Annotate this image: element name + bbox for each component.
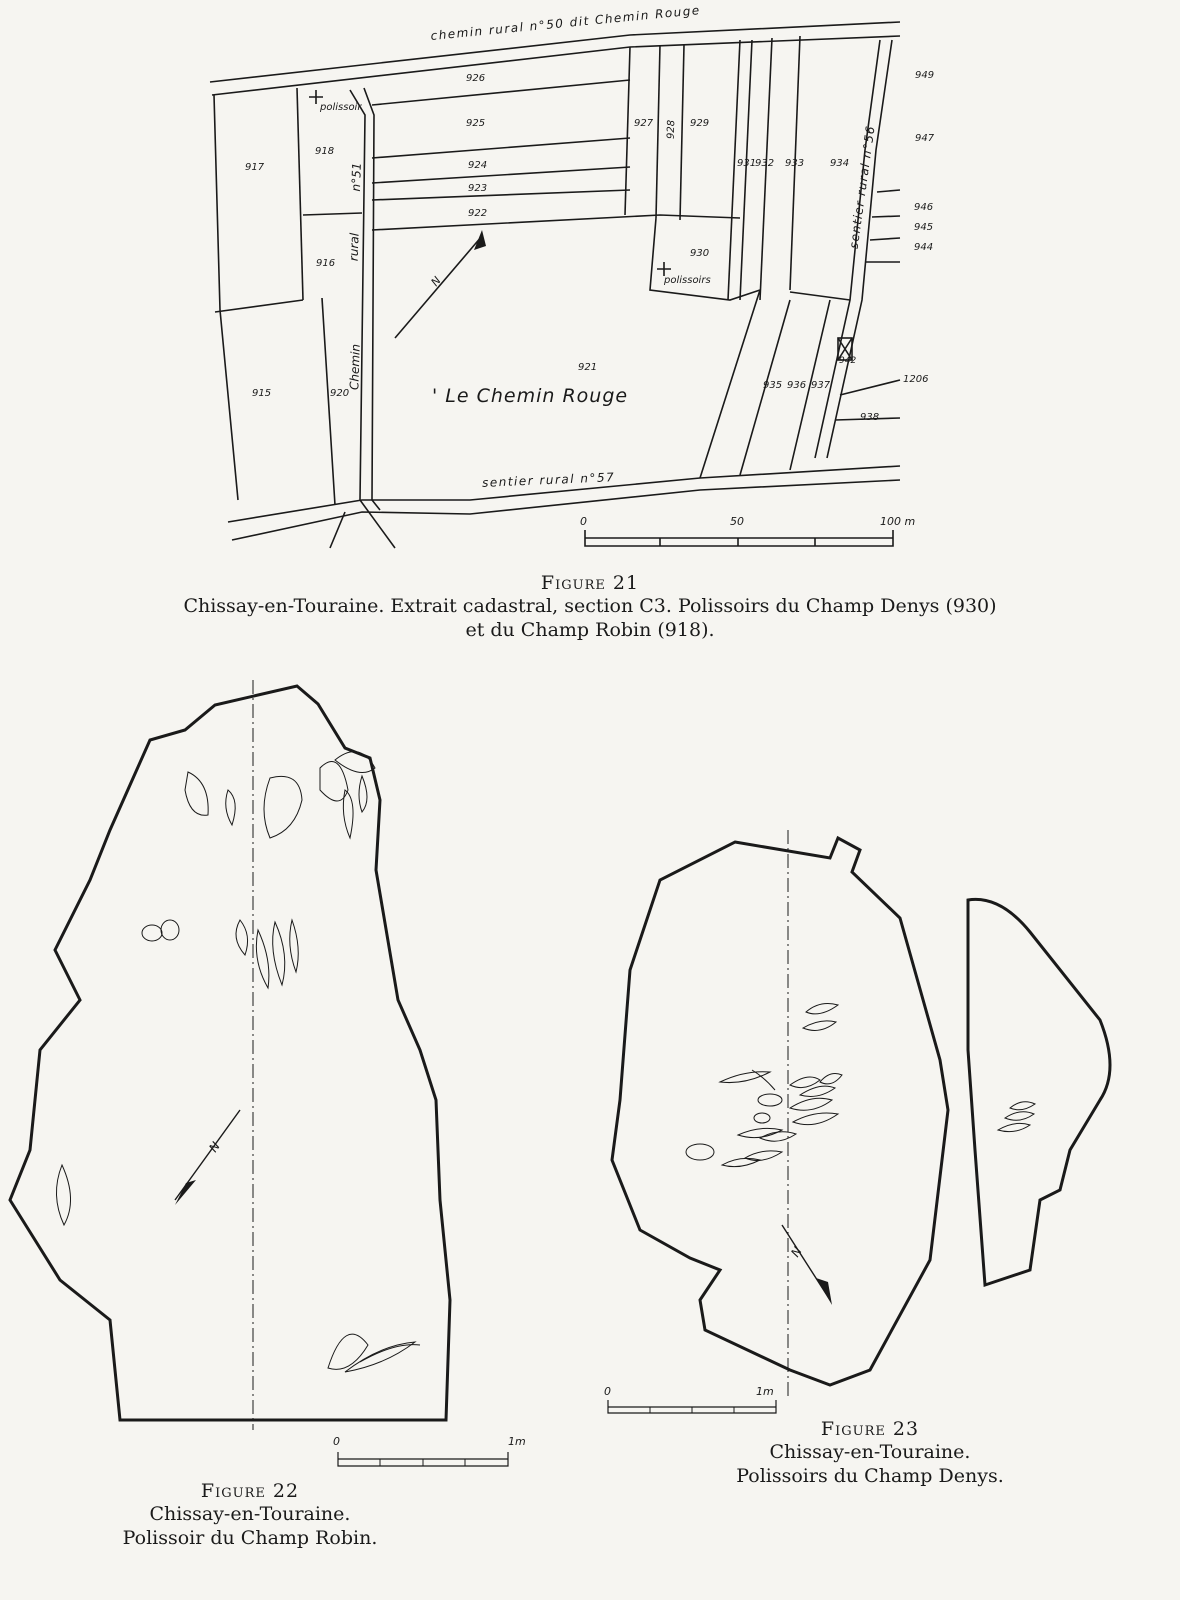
road-label-west-a: Chemin [347, 343, 363, 391]
parcel-947: 947 [915, 133, 935, 144]
parcel-934: 934 [830, 158, 850, 169]
parcel-932: 932 [755, 158, 775, 169]
figure-22-scale-zero: 0 [333, 1435, 340, 1448]
figure-22-number: Figure 22 [200, 1480, 300, 1502]
polissoir-label: polissoir [320, 102, 362, 113]
parcel-920: 920 [330, 388, 350, 399]
place-name: ' Le Chemin Rouge [432, 385, 629, 407]
parcel-931: 931 [737, 158, 757, 169]
stone-outline-denys-main [612, 838, 948, 1385]
parcel-923: 923 [468, 183, 488, 194]
figure-23-caption [660, 1418, 1080, 1488]
road-label-west-c: n°51 [348, 162, 364, 192]
road-label-north: chemin rural n°50 dit Chemin Rouge [429, 3, 702, 43]
figure-22-scale-end: 1m [508, 1435, 526, 1448]
parcel-929: 929 [690, 118, 710, 129]
parcel-916: 916 [316, 258, 336, 269]
polissoirs-label: polissoirs [664, 275, 711, 286]
road-label-south: sentier rural n°57 [481, 470, 616, 490]
parcel-945: 945 [914, 222, 934, 233]
figure-23-caption-line1: Chissay-en-Touraine. [769, 1441, 971, 1463]
parcel-915: 915 [252, 388, 272, 399]
parcel-925: 925 [466, 118, 486, 129]
parcel-944: 944 [914, 242, 934, 253]
scale-end: 100 m [880, 515, 916, 528]
figure-22-caption-line1: Chissay-en-Touraine. [149, 1503, 351, 1525]
figure-21-caption-line1: Chissay-en-Touraine. Extrait cadastral, section C3. Polissoirs du Champ Denys (930) [183, 595, 997, 617]
parcel-922: 922 [468, 208, 488, 219]
figure-22-caption-line2: Polissoir du Champ Robin. [122, 1527, 378, 1549]
figure-22-north-letter: N [206, 1139, 223, 1155]
figure-23-scale-zero: 0 [604, 1385, 611, 1398]
stone-outline-robin [10, 686, 450, 1420]
road-label-east: sentier rural n°56 [846, 124, 878, 250]
scale-mid: 50 [730, 515, 744, 528]
figure-23-scale-end: 1m [756, 1385, 774, 1398]
parcel-924: 924 [468, 160, 488, 171]
road-label-west-b: rural [346, 232, 362, 262]
parcel-937: 937 [811, 380, 831, 391]
figure-23-number: Figure 23 [820, 1418, 920, 1440]
parcel-926: 926 [466, 73, 486, 84]
parcel-938: 938 [860, 412, 880, 423]
parcel-936: 936 [787, 380, 807, 391]
stone-outline-denys-small [968, 899, 1110, 1285]
figure-22-caption [40, 1480, 460, 1550]
parcel-935: 935 [763, 380, 783, 391]
parcel-918: 918 [315, 146, 335, 157]
parcel-917: 917 [245, 162, 265, 173]
parcel-928: 928 [665, 119, 678, 140]
parcel-930: 930 [690, 248, 710, 259]
figure-23-caption-line2: Polissoirs du Champ Denys. [736, 1465, 1004, 1487]
parcel-933: 933 [785, 158, 805, 169]
parcel-946: 946 [914, 202, 934, 213]
figure-23-north-letter: N [788, 1244, 805, 1260]
scale-zero: 0 [580, 515, 587, 528]
figure-21-number: Figure 21 [540, 572, 640, 594]
figure-21-caption-line2: et du Champ Robin (918). [465, 619, 715, 641]
parcel-942: 942 [839, 356, 857, 366]
parcel-927: 927 [634, 118, 654, 129]
parcel-1206: 1206 [903, 374, 929, 385]
parcel-921: 921 [578, 362, 598, 373]
parcel-949: 949 [915, 70, 935, 81]
north-letter: N [428, 274, 444, 289]
